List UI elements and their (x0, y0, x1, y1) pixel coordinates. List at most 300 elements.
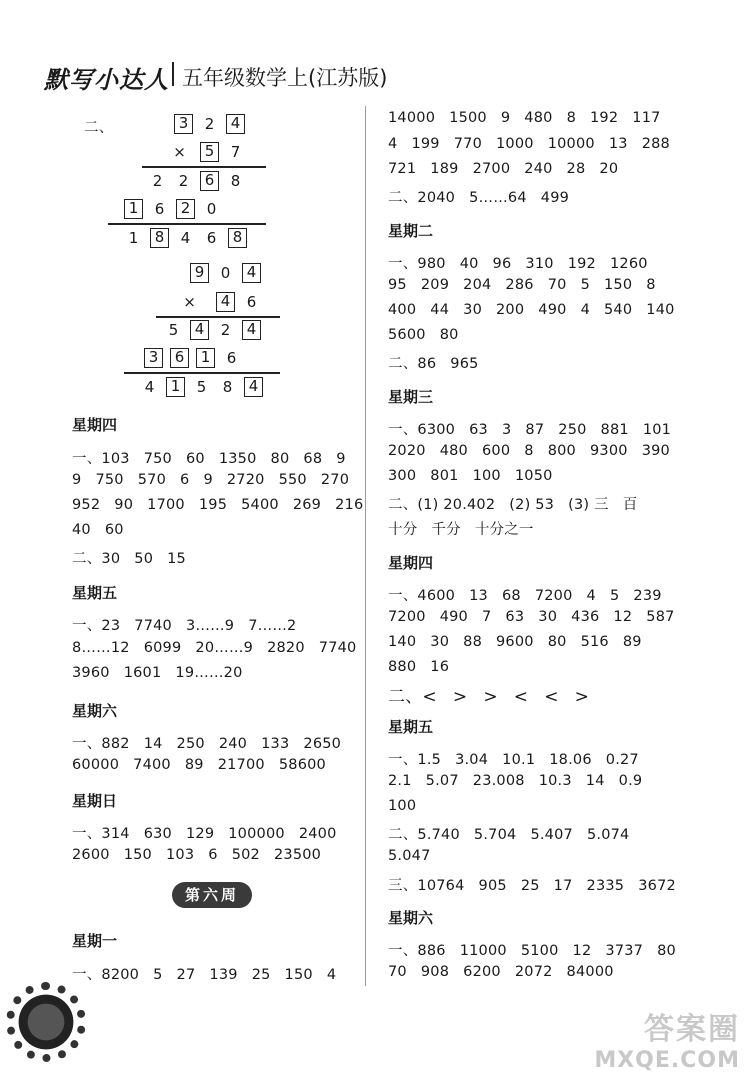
answer-line (388, 252, 662, 273)
answer-line (388, 136, 684, 152)
answer-value: 87 (525, 422, 545, 438)
day-heading-friday: 星期五 (72, 584, 118, 602)
boxed-digit: 6 (200, 171, 219, 191)
answer-line (72, 472, 363, 488)
answer-line (72, 665, 257, 681)
digit: 6 (206, 229, 217, 247)
answer-line (72, 497, 377, 513)
answer-value: 103 (165, 847, 195, 863)
day-heading-saturday: 星期六 (72, 702, 118, 720)
answer-value: 80 (270, 451, 290, 467)
answer-value: 2020 (388, 443, 426, 459)
answer-value: 6200 (463, 964, 501, 980)
answer-value: 952 (72, 497, 101, 513)
answer-value: 一、6300 (388, 422, 456, 438)
answer-value: 750 (143, 451, 172, 467)
digit: 0 (206, 200, 217, 218)
day-heading-saturday: 星期六 (388, 909, 434, 927)
answer-value: 5400 (241, 497, 279, 513)
answer-value: 96 (492, 256, 512, 272)
answer-value: 400 (388, 302, 417, 318)
answer-value: 9 (336, 451, 346, 467)
answer-value: 1260 (609, 256, 648, 272)
boxed-digit: 4 (244, 377, 263, 397)
answer-value: 10.1 (502, 752, 536, 768)
answer-value: 18.06 (549, 752, 592, 768)
watermark-url: MXQE.COM (594, 1048, 740, 1073)
boxed-digit: 1 (124, 199, 143, 219)
answer-line (388, 634, 656, 650)
answer-value: 550 (278, 472, 307, 488)
answer-line (388, 823, 643, 844)
answer-value: 1700 (147, 497, 185, 513)
answer-value: 70 (388, 964, 407, 980)
multiply-sign: × (173, 143, 186, 161)
day-heading-sunday: 星期日 (72, 792, 118, 810)
answer-line (388, 518, 548, 539)
answer-value: 195 (198, 497, 228, 513)
answer-value: 16 (430, 659, 450, 675)
boxed-digit: 1 (166, 377, 185, 397)
answer-value: 4 (326, 967, 337, 983)
answer-value: 百 (622, 497, 638, 513)
answer-line (72, 847, 335, 863)
answer-value: 一、314 (72, 826, 130, 842)
answer-line (388, 848, 445, 864)
digit: 1 (128, 229, 139, 247)
answer-value: 1500 (449, 110, 487, 126)
day-heading-tuesday: 星期二 (388, 222, 434, 240)
answer-value: 十分 (388, 522, 418, 538)
answer-value: 502 (231, 847, 260, 863)
answer-value: < (513, 687, 529, 707)
answer-value: 88 (463, 634, 482, 650)
digit: 4 (180, 229, 191, 247)
answer-value: 一、886 (388, 943, 446, 959)
answer-value: 2650 (303, 736, 342, 752)
answer-value: 3672 (638, 878, 676, 894)
answer-line (388, 418, 685, 439)
answer-value: 一、1.5 (388, 752, 442, 768)
digit: 2 (178, 172, 189, 190)
boxed-digit: 4 (242, 320, 261, 340)
answer-value: 2600 (72, 847, 110, 863)
answer-value: 480 (439, 443, 468, 459)
answer-value: 9 (72, 472, 82, 488)
answer-value: 3.04 (455, 752, 489, 768)
answer-value: 300 (388, 468, 417, 484)
boxed-digit: 4 (226, 114, 245, 134)
answer-value: (2) 53 (509, 497, 555, 513)
answer-value: 770 (453, 136, 482, 152)
answer-value: 5 (153, 967, 163, 983)
answer-value: 3 (501, 422, 512, 438)
answer-value: 70 (547, 277, 567, 293)
answer-value: 204 (463, 277, 492, 293)
answer-value: 240 (218, 736, 248, 752)
answer-value: 90 (114, 497, 134, 513)
answer-line (388, 468, 567, 484)
answer-value: 1000 (496, 136, 534, 152)
answer-value: 2720 (226, 472, 265, 488)
answer-value: 30 (430, 634, 450, 650)
digit: 8 (230, 172, 241, 190)
answer-value: 9 (203, 472, 213, 488)
answer-value: 60 (104, 522, 124, 538)
answer-value: 600 (481, 443, 511, 459)
answer-value: 95 (388, 277, 407, 293)
day-heading-thursday: 星期四 (72, 416, 118, 434)
answer-value: 15 (167, 551, 186, 567)
answer-line (388, 161, 632, 177)
answer-value: 5.074 (586, 827, 630, 843)
answer-line (72, 822, 351, 843)
column-divider (365, 106, 366, 986)
boxed-digit: 8 (150, 228, 169, 248)
answer-value: 288 (641, 136, 670, 152)
answer-value: 63 (505, 609, 525, 625)
answer-value: 千分 (431, 522, 461, 538)
week-six-badge: 第六周 (172, 882, 252, 908)
answer-value: 4 (388, 136, 398, 152)
answer-value: 2400 (298, 826, 337, 842)
answer-value: 0.27 (605, 752, 639, 768)
answer-value: 570 (137, 472, 166, 488)
answer-value: 100 (472, 468, 501, 484)
flower-center-icon (14, 990, 78, 1054)
answer-value: 19……20 (175, 665, 243, 681)
answer-value: 390 (641, 443, 670, 459)
answer-value: 17 (553, 878, 573, 894)
rule-line (108, 223, 266, 225)
boxed-digit: 2 (176, 199, 195, 219)
answer-value: 239 (633, 588, 662, 604)
answer-line (72, 614, 311, 635)
answer-value: 192 (590, 110, 619, 126)
answer-value: 68 (303, 451, 323, 467)
answer-value: 58600 (278, 757, 326, 773)
answer-value: 5 (609, 588, 620, 604)
answer-value: 6099 (143, 640, 182, 656)
answer-value: 129 (185, 826, 215, 842)
answer-value: 516 (580, 634, 609, 650)
answer-value: 101 (642, 422, 672, 438)
answer-value: 8 (524, 443, 534, 459)
answer-value: 199 (411, 136, 440, 152)
answer-value: 4 (586, 588, 596, 604)
digit: 5 (196, 378, 207, 396)
answer-value: 150 (604, 277, 633, 293)
answer-value: 6 (208, 847, 218, 863)
digit: 5 (168, 321, 179, 339)
answer-line (72, 640, 370, 656)
day-heading-friday: 星期五 (388, 718, 434, 736)
answer-value: 7740 (134, 618, 172, 634)
boxed-digit: 1 (196, 348, 215, 368)
answer-value: 27 (176, 967, 196, 983)
boxed-digit: 4 (216, 292, 235, 312)
answer-value: 9 (500, 110, 511, 126)
multiply-sign: × (183, 293, 196, 311)
answer-line (388, 302, 689, 318)
brand-logo: 默写小达人 (44, 65, 169, 94)
answer-value: 240 (524, 161, 553, 177)
answer-line (72, 447, 360, 468)
answer-value: 7……2 (248, 618, 297, 634)
answer-value: 三、10764 (388, 878, 465, 894)
answer-value: 20……9 (195, 640, 254, 656)
digit: 2 (220, 321, 231, 339)
answer-value: 9600 (496, 634, 534, 650)
answer-value: 150 (123, 847, 152, 863)
answer-value: 7400 (133, 757, 171, 773)
answer-value: 905 (478, 878, 507, 894)
answer-value: 一、103 (72, 451, 130, 467)
answer-value: 908 (420, 964, 450, 980)
answer-value: 250 (176, 736, 205, 752)
answer-value: 436 (571, 609, 600, 625)
answer-value: 二、(1) 20.402 (388, 497, 496, 513)
answer-value: 5.07 (425, 773, 459, 789)
answer-value: (3) 三 (568, 497, 609, 513)
answer-value: 11000 (459, 943, 507, 959)
digit: 2 (152, 172, 163, 190)
answer-value: 2335 (586, 878, 625, 894)
answer-line (388, 352, 493, 373)
answer-value: 10000 (547, 136, 595, 152)
answer-value: 14 (143, 736, 163, 752)
boxed-digit: 3 (144, 348, 163, 368)
answer-value: 5.047 (388, 848, 431, 864)
answer-value: 12 (613, 609, 633, 625)
answer-value: 25 (251, 967, 271, 983)
boxed-digit: 4 (190, 320, 209, 340)
answer-value: 117 (632, 110, 661, 126)
answer-value: 一、980 (388, 256, 446, 272)
answer-value: 7740 (318, 640, 357, 656)
answer-value: 0.9 (618, 773, 643, 789)
answer-line (388, 443, 684, 459)
answer-line (388, 110, 675, 126)
answer-value: 84000 (566, 964, 614, 980)
answer-value: 965 (450, 356, 479, 372)
answer-value: 14 (585, 773, 605, 789)
answer-value: 6 (180, 472, 190, 488)
answer-value: 一、23 (72, 618, 121, 634)
answer-value: 30 (538, 609, 558, 625)
answer-line (388, 874, 690, 895)
boxed-digit: 6 (170, 348, 189, 368)
answer-value: 800 (547, 443, 576, 459)
answer-value: 1601 (123, 665, 162, 681)
answer-value: 100000 (228, 826, 285, 842)
answer-line (388, 186, 583, 207)
answer-value: 5600 (388, 327, 426, 343)
answer-value: 490 (538, 302, 567, 318)
rule-line (156, 316, 280, 318)
answer-value: 480 (524, 110, 553, 126)
answer-value: 881 (600, 422, 629, 438)
answer-value: 7200 (388, 609, 426, 625)
answer-line (388, 659, 463, 675)
answer-value: < (544, 687, 559, 707)
answer-value: 63 (469, 422, 488, 438)
answer-line (72, 547, 200, 568)
boxed-digit: 4 (242, 263, 261, 283)
digit: 6 (226, 349, 237, 367)
answer-line (388, 277, 670, 293)
answer-value: 4 (580, 302, 590, 318)
answer-value: 3960 (72, 665, 110, 681)
answer-value: 140 (646, 302, 675, 318)
answer-value: 8 (646, 277, 656, 293)
section-two-label: 二、 (84, 120, 114, 136)
answer-value: 68 (501, 588, 521, 604)
answer-value: 23.008 (472, 773, 525, 789)
rule-line (142, 166, 266, 168)
answer-line (388, 493, 651, 514)
answer-value: 40 (72, 522, 91, 538)
answer-value: 14000 (388, 110, 436, 126)
answer-line (388, 964, 628, 980)
answer-value: 270 (320, 472, 350, 488)
answer-value: 13 (469, 588, 488, 604)
answer-value: 630 (143, 826, 172, 842)
answer-value: 一、4600 (388, 588, 456, 604)
answer-value: > (483, 687, 498, 707)
answer-value: 2820 (267, 640, 305, 656)
answer-value: 8……12 (72, 640, 130, 656)
answer-value: 1350 (218, 451, 257, 467)
answer-value: 250 (558, 422, 587, 438)
answer-value: 2072 (514, 964, 553, 980)
answer-value: 5.407 (530, 827, 573, 843)
answer-value: 50 (134, 551, 154, 567)
answer-value: 269 (292, 497, 322, 513)
answer-value: 40 (459, 256, 479, 272)
digit: 0 (220, 264, 231, 282)
answer-value: 二、86 (388, 356, 437, 372)
day-heading-monday: 星期一 (72, 932, 118, 950)
answer-value: 9300 (589, 443, 628, 459)
answer-value: 89 (622, 634, 642, 650)
answer-line (388, 682, 605, 707)
answer-value: 801 (430, 468, 459, 484)
answer-line (388, 939, 690, 960)
answer-line (388, 609, 689, 625)
answer-value: 60 (185, 451, 205, 467)
answer-value: 100 (388, 798, 417, 814)
answer-value: 2.1 (388, 773, 412, 789)
answer-line (388, 748, 653, 769)
answer-value: 5100 (520, 943, 559, 959)
answer-value: 80 (547, 634, 567, 650)
answer-line (72, 757, 340, 773)
answer-value: 二、5.740 (388, 827, 460, 843)
answer-value: 880 (388, 659, 417, 675)
answer-line (72, 963, 350, 984)
boxed-digit: 9 (190, 263, 209, 283)
answer-value: 499 (540, 190, 570, 206)
answer-value: 587 (646, 609, 675, 625)
answer-value: 216 (335, 497, 364, 513)
answer-value: 209 (420, 277, 450, 293)
digit: 6 (246, 293, 257, 311)
answer-value: 7 (481, 609, 492, 625)
answer-value: 150 (284, 967, 313, 983)
answer-value: 20 (599, 161, 619, 177)
watermark-logo: 答案圈 (644, 1012, 740, 1047)
answer-value: 二、30 (72, 551, 121, 567)
answer-value: 721 (388, 161, 417, 177)
answer-value: 133 (261, 736, 290, 752)
answer-value: 21700 (217, 757, 265, 773)
answer-value: 5 (580, 277, 590, 293)
answer-value: 5.704 (473, 827, 517, 843)
digit: 2 (204, 115, 215, 133)
answer-value: 30 (463, 302, 482, 318)
answer-line (388, 584, 676, 605)
answer-line (388, 773, 656, 789)
answer-value: 139 (209, 967, 238, 983)
answer-value: 540 (604, 302, 633, 318)
day-heading-wednesday: 星期三 (388, 388, 434, 406)
answer-value: 28 (566, 161, 586, 177)
answer-value: 189 (430, 161, 459, 177)
answer-value: 23500 (273, 847, 322, 863)
answer-value: 490 (439, 609, 468, 625)
header-divider (172, 62, 174, 86)
boxed-digit: 5 (200, 142, 219, 162)
answer-value: 192 (567, 256, 596, 272)
answer-value: 8 (566, 110, 576, 126)
book-title: 五年级数学上(江苏版) (182, 66, 388, 90)
answer-value: 80 (439, 327, 459, 343)
answer-value: 二、2040 (388, 190, 456, 206)
answer-value: 2700 (472, 161, 511, 177)
answer-line (72, 522, 138, 538)
boxed-digit: 8 (228, 228, 247, 248)
digit: 7 (230, 143, 241, 161)
answer-value: 310 (525, 256, 554, 272)
answer-value: 13 (608, 136, 628, 152)
answer-value: 1050 (514, 468, 553, 484)
boxed-digit: 3 (174, 114, 193, 134)
digit: 6 (154, 200, 165, 218)
answer-value: 60000 (72, 757, 120, 773)
answer-value: 10.3 (538, 773, 572, 789)
answer-line (72, 732, 355, 753)
answer-value: 200 (496, 302, 525, 318)
answer-line (388, 327, 473, 343)
rule-line (124, 372, 280, 374)
answer-value: 二、< (388, 687, 437, 707)
answer-value: 89 (184, 757, 204, 773)
answer-line (388, 798, 430, 814)
answer-value: 12 (572, 943, 592, 959)
watermark (594, 1004, 740, 1073)
answer-value: 5……64 (469, 190, 527, 206)
answer-value: 80 (657, 943, 676, 959)
answer-value: 286 (505, 277, 534, 293)
answer-value: 3……9 (185, 618, 235, 634)
answer-value: 750 (95, 472, 124, 488)
answer-value: 一、882 (72, 736, 130, 752)
answer-value: 140 (388, 634, 417, 650)
answer-value: > (452, 687, 468, 707)
answer-value: 44 (430, 302, 450, 318)
answer-value: > (574, 687, 590, 707)
